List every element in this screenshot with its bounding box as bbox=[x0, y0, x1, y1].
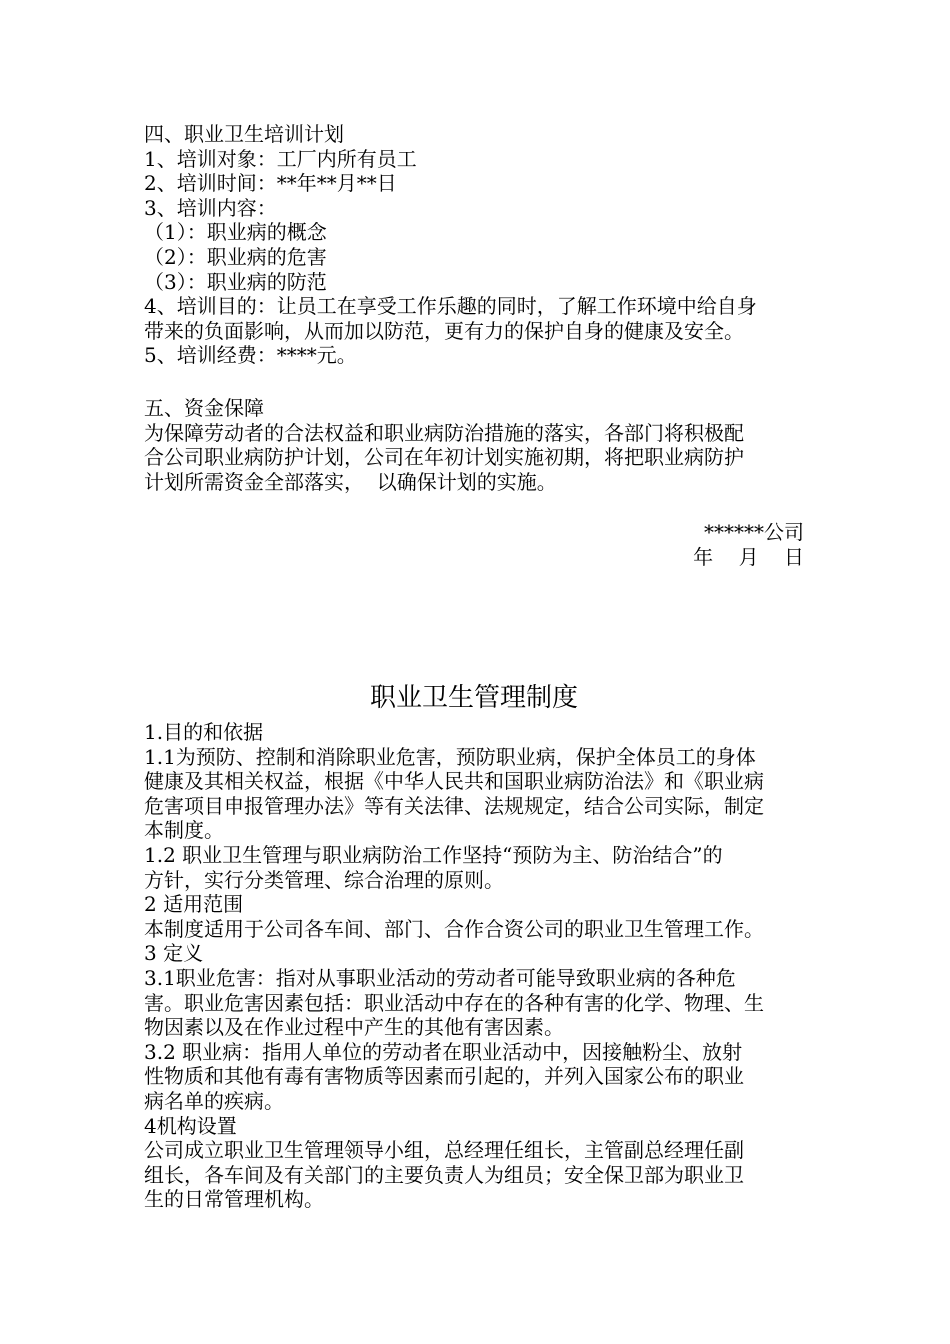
section-training-plan bbox=[144, 122, 824, 368]
text-line: 本制度适用于公司各车间、部门、合作合资公司的职业卫生管理工作。 bbox=[144, 916, 764, 941]
text-line: 合公司职业病防护计划，公司在年初计划实施初期，将把职业病防护 bbox=[144, 445, 744, 470]
text-line: 1、培训对象：工厂内所有员工 bbox=[144, 146, 417, 171]
text-line: 方针，实行分类管理、综合治理的原则。 bbox=[144, 867, 504, 892]
section-heading: 4机构设置 bbox=[144, 1113, 237, 1138]
text-line: 本制度。 bbox=[144, 818, 224, 843]
text-line: 计划所需资金全部落实， 以确保计划的实施。 bbox=[144, 469, 557, 494]
text-line: 生的日常管理机构。 bbox=[144, 1187, 324, 1212]
section-heading: 四、职业卫生培训计划 bbox=[144, 122, 344, 146]
section-heading: 五、资金保障 bbox=[144, 396, 264, 420]
text-line: 带来的负面影响，从而加以防范，更有力的保护自身的健康及安全。 bbox=[144, 318, 744, 343]
text-line: 4、培训目的：让员工在享受工作乐趣的同时，了解工作环境中给自身 bbox=[144, 294, 757, 319]
signature-block bbox=[144, 520, 804, 569]
text-line: 性物质和其他有毒有害物质等因素而引起的，并列入国家公布的职业 bbox=[144, 1064, 744, 1089]
section-funding bbox=[144, 396, 824, 494]
section-heading: 1.目的和依据 bbox=[144, 720, 264, 744]
section-heading: 2 适用范围 bbox=[144, 892, 244, 917]
section-heading: 3 定义 bbox=[144, 941, 204, 966]
text-line: 2、培训时间：**年**月**日 bbox=[144, 171, 397, 196]
text-line: 害。职业危害因素包括：职业活动中存在的各种有害的化学、物理、生 bbox=[144, 990, 764, 1015]
signature-date: 年 月 日 bbox=[693, 544, 804, 569]
regulation-body bbox=[144, 720, 824, 1212]
text-line: 物因素以及在作业过程中产生的其他有害因素。 bbox=[144, 1015, 564, 1040]
company-name: ******公司 bbox=[704, 520, 804, 544]
text-line: 3.1职业危害：指对从事职业活动的劳动者可能导致职业病的各种危 bbox=[144, 965, 736, 990]
regulation-title: 职业卫生管理制度 bbox=[369, 683, 578, 713]
text-line: 病名单的疾病。 bbox=[144, 1088, 284, 1113]
text-line: （3）：职业病的防范 bbox=[144, 269, 327, 294]
text-line: 组长，各车间及有关部门的主要负责人为组员；安全保卫部为职业卫 bbox=[144, 1162, 744, 1187]
text-line: 健康及其相关权益，根据《中华人民共和国职业病防治法》和《职业病 bbox=[144, 769, 764, 794]
text-line: （1）：职业病的概念 bbox=[144, 220, 327, 245]
text-line: 公司成立职业卫生管理领导小组，总经理任组长，主管副总经理任副 bbox=[144, 1138, 744, 1163]
text-line: 1.1为预防、控制和消除职业危害，预防职业病，保护全体员工的身体 bbox=[144, 744, 756, 769]
text-line: （2）：职业病的危害 bbox=[144, 244, 327, 269]
text-line: 3.2 职业病：指用人单位的劳动者在职业活动中，因接触粉尘、放射 bbox=[144, 1039, 743, 1064]
text-line: 3、培训内容： bbox=[144, 195, 277, 220]
text-line: 为保障劳动者的合法权益和职业病防治措施的落实，各部门将积极配 bbox=[144, 420, 744, 445]
text-line: 危害项目申报管理办法》等有关法律、法规规定，结合公司实际，制定 bbox=[144, 793, 764, 818]
text-line: 5、培训经费：****元。 bbox=[144, 343, 357, 368]
text-line: 1.2 职业卫生管理与职业病防治工作坚持“预防为主、防治结合”的 bbox=[144, 842, 723, 867]
